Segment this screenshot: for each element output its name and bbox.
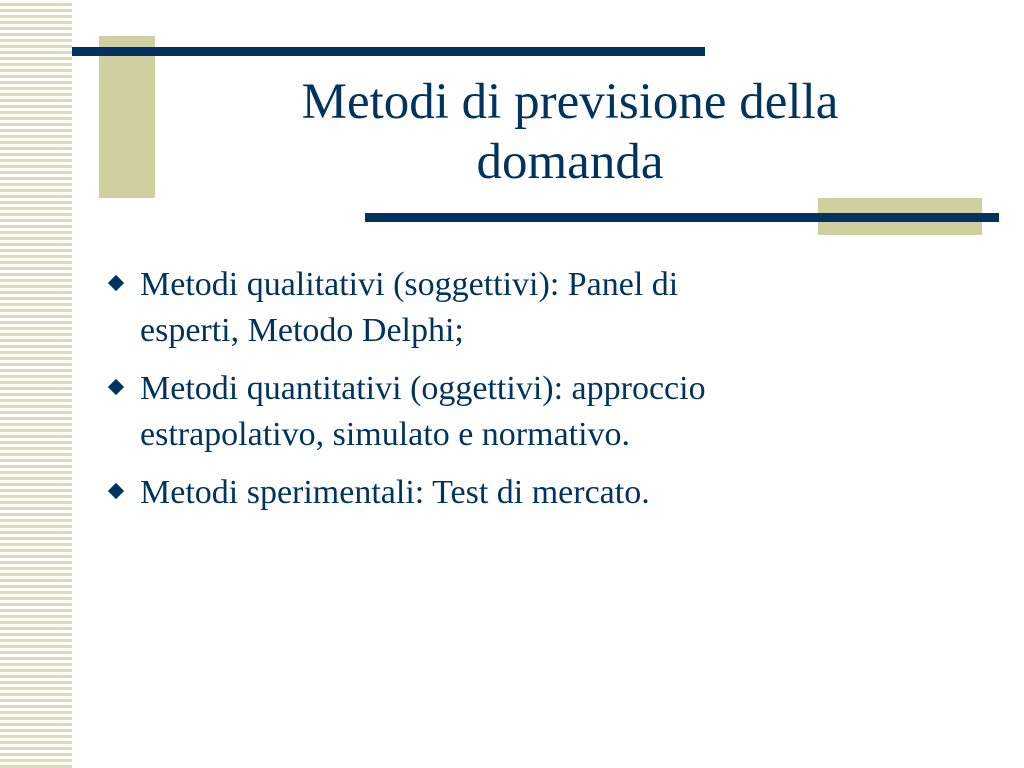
top-rule [72, 47, 705, 56]
bullet-line: esperti, Metodo Delphi; [140, 312, 464, 349]
diamond-bullet-icon [107, 378, 125, 396]
bullet-line: Metodi quantitativi (oggettivi): approccio [140, 370, 706, 407]
slide-title [190, 72, 950, 192]
left-stripe-decoration [0, 0, 72, 768]
bullet-item-quantitative [104, 366, 924, 458]
bullet-line: Metodi qualitativi (soggettivi): Panel di [140, 266, 679, 303]
diamond-bullet-icon [107, 482, 125, 500]
bullet-item-experimental [104, 470, 924, 516]
slide-title-line-2: domanda [476, 134, 664, 190]
bullet-text [140, 366, 924, 458]
bullet-line: estrapolativo, simulato e normativo. [140, 416, 631, 453]
bullet-text [140, 470, 924, 516]
bullet-list [104, 262, 924, 528]
bottom-rule [365, 213, 999, 222]
accent-block-left [99, 36, 155, 198]
bullet-text [140, 262, 924, 354]
bullet-item-qualitative [104, 262, 924, 354]
slide-title-line-1: Metodi di previsione della [301, 74, 839, 130]
bullet-line: Metodi sperimentali: Test di mercato. [140, 474, 650, 511]
diamond-bullet-icon [107, 274, 125, 292]
